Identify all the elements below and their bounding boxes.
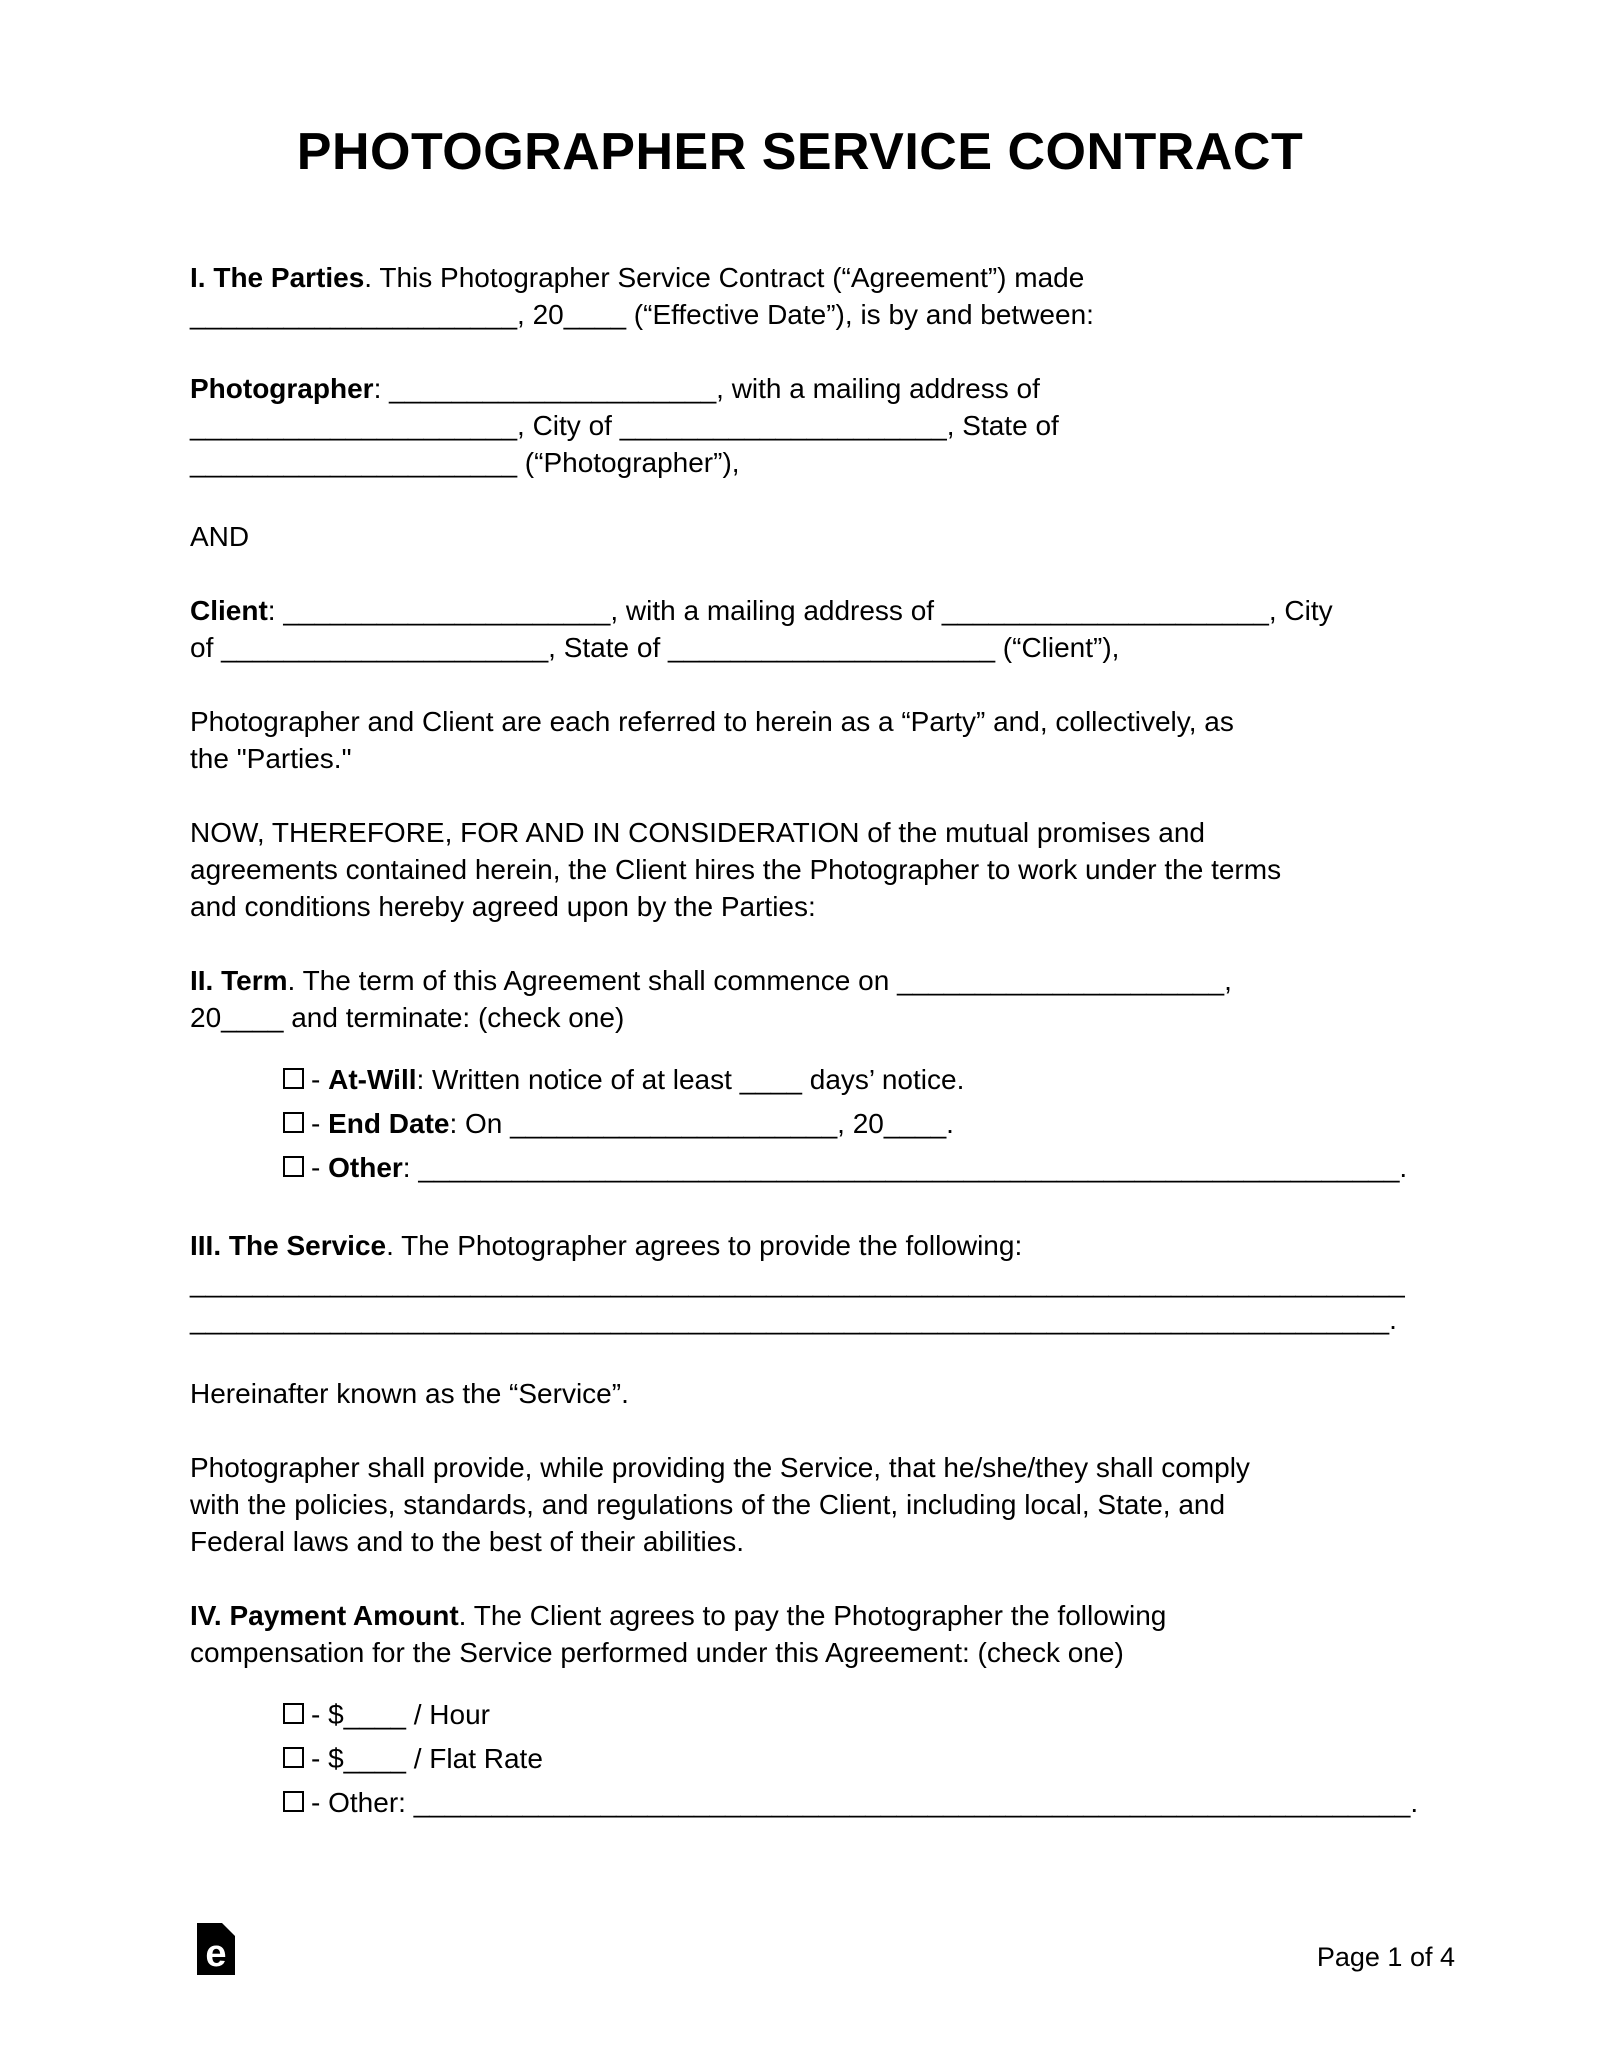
text-segment: $____ / Flat Rate — [328, 1743, 543, 1774]
text-line — [190, 962, 1420, 999]
text-line: _____________________, City of _____________________, State of — [190, 410, 1059, 441]
payment-option-hour — [283, 1693, 1420, 1737]
text-segment: . The Photographer agrees to provide the following: — [386, 1230, 1023, 1261]
section-heading-payment: IV. Payment Amount — [190, 1600, 459, 1631]
and-label: AND — [190, 521, 250, 552]
checkbox-flat-rate-icon[interactable] — [283, 1747, 304, 1768]
text-segment: - — [311, 1699, 329, 1730]
option-label: Other — [328, 1152, 403, 1183]
term-option-other — [283, 1146, 1420, 1190]
text-segment: . The term of this Agreement shall commence on _____________________, — [287, 965, 1232, 996]
text-line: 20____ and terminate: (check one) — [190, 1002, 625, 1033]
checkbox-payment-other-icon[interactable] — [283, 1791, 304, 1812]
text-line: Federal laws and to the best of their abilities. — [190, 1526, 745, 1557]
text-line: Photographer and Client are each referred to herein as a “Party” and, collectively, as — [190, 706, 1234, 737]
eforms-logo-icon — [197, 1923, 235, 1975]
text-segment: - — [311, 1743, 329, 1774]
text-line: agreements contained herein, the Client hires the Photographer to work under the terms — [190, 854, 1282, 885]
text-line: _____________________, 20____ (“Effective Date”), is by and between: — [190, 299, 1094, 330]
text-line: and conditions hereby agreed upon by the Parties: — [190, 891, 816, 922]
paragraph-hereinafter: Hereinafter known as the “Service”. — [190, 1378, 629, 1409]
document-body — [0, 259, 1600, 1825]
payment-options-list — [283, 1693, 1420, 1825]
page-title: PHOTOGRAPHER SERVICE CONTRACT — [296, 123, 1304, 181]
text-line: of _____________________, State of _____________________ (“Client”), — [190, 632, 1120, 663]
text-segment: : _____________________, with a mailing address of _____________________, City — [267, 595, 1333, 626]
section-heading-parties: I. The Parties — [190, 262, 365, 293]
paragraph-consideration — [190, 814, 1420, 925]
text-segment: $____ / Hour — [328, 1699, 490, 1730]
text-segment: - — [311, 1152, 329, 1183]
text-segment: . This Photographer Service Contract (“Agreement”) made — [364, 262, 1085, 293]
term-option-end-date — [283, 1102, 1420, 1146]
checkbox-term-other-icon[interactable] — [283, 1156, 304, 1177]
checkbox-hour-rate-icon[interactable] — [283, 1703, 304, 1724]
text-line — [190, 370, 1420, 407]
text-line: compensation for the Service performed under this Agreement: (check one) — [190, 1637, 1124, 1668]
text-segment: Other: ________________________________________________________________. — [328, 1787, 1419, 1818]
option-label: At-Will — [328, 1064, 417, 1095]
text-line: _____________________ (“Photographer”), — [190, 447, 740, 478]
text-line — [190, 1227, 1420, 1264]
text-segment: . The Client agrees to pay the Photographer the following — [458, 1600, 1167, 1631]
text-segment: : Written notice of at least ____ days’ notice. — [416, 1064, 965, 1095]
text-segment: - — [311, 1108, 329, 1139]
text-line — [190, 1597, 1420, 1634]
text-segment: : On _____________________, 20____. — [449, 1108, 954, 1139]
paragraph-parties — [190, 259, 1420, 333]
term-options-list — [283, 1058, 1420, 1190]
paragraph-service — [190, 1227, 1420, 1338]
checkbox-end-date-icon[interactable] — [283, 1112, 304, 1133]
section-heading-term: II. Term — [190, 965, 288, 996]
payment-option-other — [283, 1781, 1420, 1825]
text-segment: : _____________________, with a mailing address of — [373, 373, 1040, 404]
photographer-label: Photographer — [190, 373, 374, 404]
text-line: NOW, THEREFORE, FOR AND IN CONSIDERATION of the mutual promises and — [190, 817, 1205, 848]
text-line — [190, 259, 1420, 296]
page-number: Page 1 of 4 — [1316, 1942, 1455, 1972]
text-line: Photographer shall provide, while providing the Service, that he/she/they shall comply — [190, 1452, 1250, 1483]
service-blank-line: _____________________________________________________________________________. — [190, 1304, 1397, 1335]
text-segment: : _______________________________________________________________. — [402, 1152, 1408, 1183]
logo-letter: e — [205, 1933, 227, 1975]
paragraph-term — [190, 962, 1420, 1036]
text-segment: - — [311, 1787, 329, 1818]
client-label: Client — [190, 595, 268, 626]
paragraph-collective — [190, 703, 1420, 777]
text-line: the "Parties." — [190, 743, 352, 774]
paragraph-photographer — [190, 370, 1420, 481]
paragraph-client — [190, 592, 1420, 666]
text-line — [190, 592, 1420, 629]
term-option-at-will — [283, 1058, 1420, 1102]
section-heading-service: III. The Service — [190, 1230, 387, 1261]
option-label: End Date — [328, 1108, 450, 1139]
checkbox-at-will-icon[interactable] — [283, 1068, 304, 1089]
payment-option-flat-rate — [283, 1737, 1420, 1781]
text-segment: - — [311, 1064, 329, 1095]
text-line: with the policies, standards, and regulations of the Client, including local, State, and — [190, 1489, 1226, 1520]
paragraph-payment — [190, 1597, 1420, 1671]
paragraph-compliance — [190, 1449, 1420, 1560]
service-blank-line: ______________________________________________________________________________ — [190, 1267, 1405, 1298]
